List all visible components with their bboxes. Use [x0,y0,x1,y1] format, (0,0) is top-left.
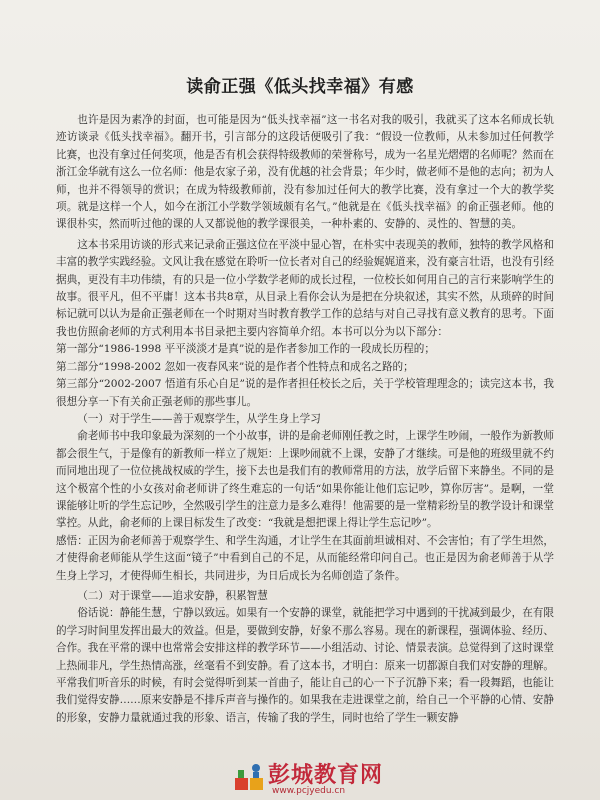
section-one-feeling: 感悟：正因为俞老师善于观察学生、和学生沟通，才让学生在其面前坦诚相对、不会害怕；有了学生坦然，才使得俞老师能从学生这面“镜子”中看到自己的不足，从而能经常印问自己。也正是因为俞老师善于从学生身上学习，才使得师生相长，共同进步，为日后成长为名师创造了条件。 [56,534,554,582]
paragraph-overview: 这本书采用访谈的形式来记录俞正强这位在平淡中显心智，在朴实中表现美的教师，独特的教学风格和丰富的教学实践经验。文风让我在感觉在聆听一位长者对自己的经验娓娓道来，没有豪言壮语，也没有引经据典，更没有丰功伟绩，有的只是一位小学数学老师的成长过程，一位校长如何用自己的言行来影响学生的故事。很平凡，但不平庸！这本书共8章，从目录上看你会认为是把在分块叙述，其实不然，从琐碎的时间标记就可以认为是俞正强老师在一个时期对当时教育教学工作的总结与对自己寻找有意义教育的思考。下面我也仿照俞老师的方式利用本书目录把主要内容简单介绍。本书可以分为以下部分： [56,238,554,338]
section-one-heading: （一）对于学生——善于观察学生，从学生身上学习 [77,412,321,425]
paragraph-intro: 也许是因为素净的封面，也可能是因为“低头找幸福”这一书名对我的吸引，我就买了这本名师成长轨迹访谈录《低头找幸福》。翻开书，引言部分的这段话便吸引了我：“假设一位教师，从未参加过任何教学比赛，也没有拿过任何奖项，他是否有机会获得特级教师的荣誉称号，成为一名星光熠熠的名师呢？然而在浙江金华就有这么一位名师：他是农家子弟，没有优越的社会背景；年少时，做老师不是他的志向；初为人师，也并不得领导的赏识；在成为特级教师前，没有参加过任何大的教学比赛，没有拿过一个大的教学奖项。就是这样一个人，如今在浙江小学数学领域颇有名气。”他就是在《低头找幸福》的俞正强老师。他的课很朴实，然而听过他的课的人又都说他的教学课很美，一种朴素的、安静的、灵性的、智慧的美。 [56,114,554,231]
section-one-body: 俞老师书中我印象最为深刻的一个小故事，讲的是俞老师刚任教之时，上课学生吵闹，一般作为新教师都会很生气，于是像有的新教师一样立了规矩：上课吵闹就不上课，安静了才继续。可是他的班级里就不约而同地出现了一位位挑战权威的学生，接下去也是我们有的教师常用的方法，放学后留下来静坐。不同的是这个极富个性的小女孩对俞老师讲了终生难忘的一句话“如果你能让他们忘记吵，算你厉害”。是啊，一堂课能够让听的学生忘记吵，全然吸引学生的注意力是多么难得！他需要的是一堂精彩纷呈的教学设计和课堂掌控。从此，俞老师的上课目标发生了改变：“我就是想把课上得让学生忘记吵”。 [56,430,554,530]
section-two-heading: （二）对于课堂——追求安静，积累智慧 [77,589,268,602]
part-one: 第一部分“1986-1998 平平淡淡才是真”说的是作者参加工作的一段成长历程的； [56,343,435,356]
part-two: 第二部分“1998-2002 忽如一夜春风来”说的是作者个性特点和成名之路的； [56,360,414,373]
document-body [56,112,554,727]
book-reader-icon [232,760,266,794]
section-two-body: 俗话说：静能生慧，宁静以致远。如果有一个安静的课堂，就能把学习中遇到的干扰减到最少，在有限的学习时间里发挥出最大的效益。但是，要做到安静，好象不那么容易。现在的新课程，强调体验、经历、合作。我在平常的课中也常常会安排这样的教学环节——小组活动、讨论、情景表演。总觉得到了这时课堂上热闹非凡，学生热情高涨，丝毫看不到安静。看了这本书，才明白：原来一切都源自我们对安静的理解。平常我们听音乐的时候，有时会觉得听到某一首曲子，能让自己的心一下子沉静下来；看一段舞蹈，也能让我们觉得安静……原来安静是不排斥声音与操作的。如果我在走进课堂之前，给自己一个平静的心情、安静的形象，安静力量就通过我的形象、语言，传输了我的学生，同时也给了学生一颗安静 [56,607,554,724]
document-title: 读俞正强《低头找幸福》有感 [186,77,414,97]
site-name: 彭城教育网 [268,763,384,788]
part-three: 第三部分“2002-2007 悟道有乐心自足”说的是作者担任校长之后，关于学校管理理念的；读完这本书，我很想分享一下有关俞正强老师的那些事儿。 [56,378,554,408]
site-url: www.pcjyedu.cn [272,786,346,796]
watermark-logo [232,758,532,800]
